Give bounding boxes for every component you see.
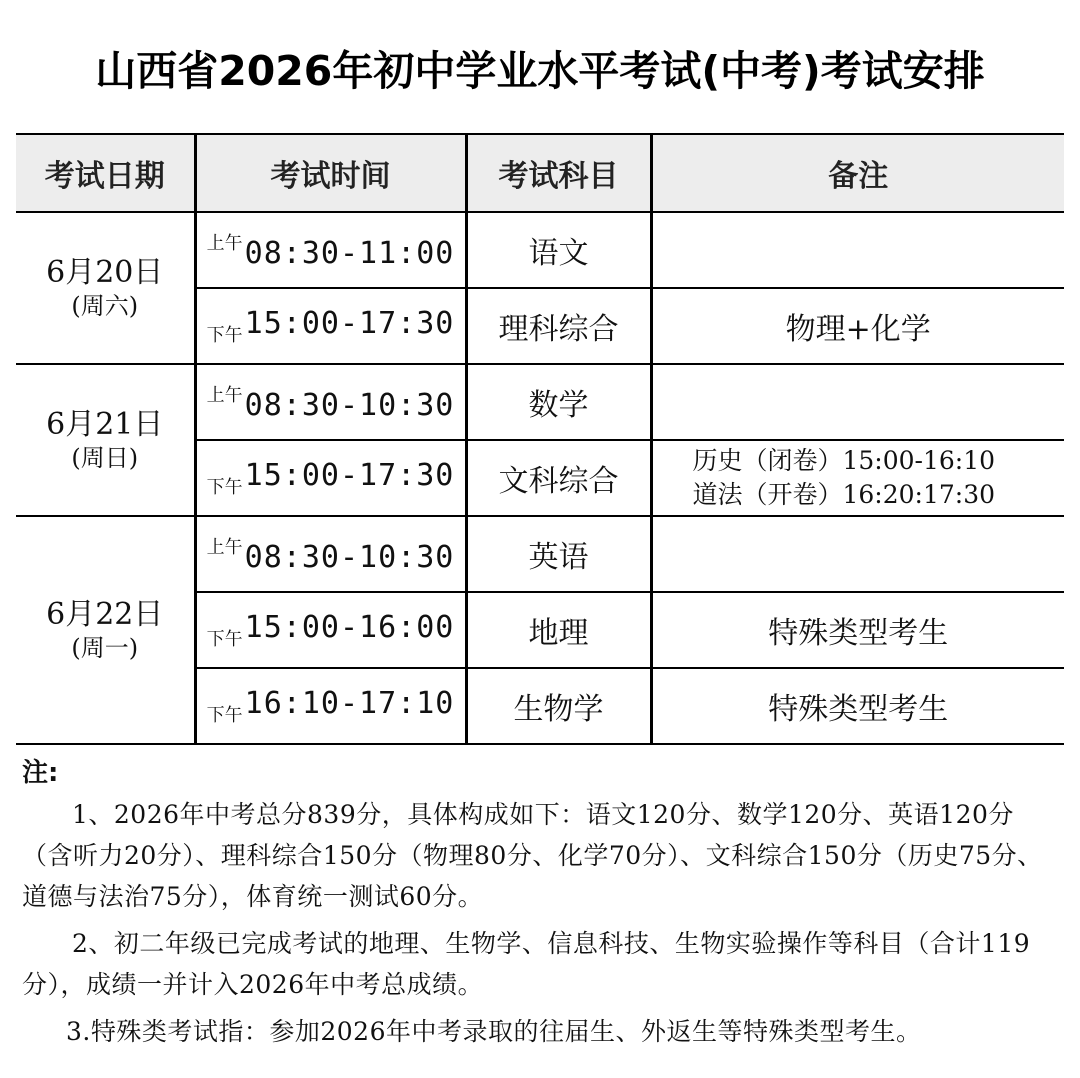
header-date: 考试日期: [16, 134, 195, 212]
notes-section: [22, 756, 1052, 1058]
time-range: 16:10-17:10: [244, 685, 455, 721]
subject-cell: 英语: [466, 516, 651, 592]
period-label: 下午: [206, 324, 243, 346]
time-range: 15:00-17:30: [244, 457, 455, 493]
date-cell: [16, 212, 195, 364]
period-label: 上午: [206, 385, 243, 406]
remark-line-civics: 道法（开卷）16:20:17:30: [692, 480, 996, 509]
period-label: 下午: [206, 476, 243, 498]
time-cell: [195, 440, 466, 516]
exam-date: 6月22日: [46, 597, 164, 632]
page-title: 山西省2026年初中学业水平考试(中考)考试安排: [95, 47, 985, 95]
time-range: 15:00-16:00: [244, 609, 455, 645]
period-label: 上午: [206, 537, 243, 558]
header-remark: 备注: [651, 134, 1064, 212]
time-cell: [195, 364, 466, 440]
table-row: [16, 364, 1064, 440]
remark-line-history: 历史（闭卷）15:00-16:10: [692, 446, 996, 475]
remark-cell: 物理+化学: [651, 288, 1064, 364]
remark-cell: [651, 364, 1064, 440]
note-item-3: 3.特殊类考试指：参加2026年中考录取的往届生、外返生等特殊类型考生。: [66, 1017, 922, 1046]
remark-cell: [651, 440, 1064, 516]
subject-cell: 理科综合: [466, 288, 651, 364]
time-range: 08:30-11:00: [244, 236, 455, 271]
time-range: 08:30-10:30: [244, 388, 455, 423]
period-label: 下午: [206, 704, 243, 726]
time-cell: [195, 592, 466, 668]
date-cell: [16, 364, 195, 516]
subject-cell: 文科综合: [466, 440, 651, 516]
exam-weekday: (周日): [71, 444, 139, 472]
table-row: [16, 212, 1064, 288]
remark-cell: 特殊类型考生: [651, 668, 1064, 744]
exam-date: 6月20日: [46, 255, 164, 290]
period-label: 下午: [206, 628, 243, 650]
note-item-1: 1、2026年中考总分839分，具体构成如下：语文120分、数学120分、英语120分（含听力20分）、理科综合150分（物理80分、化学70分）、文科综合150分（历史75分、道德与法治75分），体育统一测试60分。: [22, 800, 1043, 911]
time-cell: [195, 288, 466, 364]
notes-heading: 注:: [22, 758, 59, 788]
date-cell: [16, 516, 195, 744]
time-cell: [195, 516, 466, 592]
subject-cell: 生物学: [466, 668, 651, 744]
table-row: [16, 516, 1064, 592]
subject-cell: 数学: [466, 364, 651, 440]
table-header-row: [16, 134, 1064, 212]
remark-cell: [651, 212, 1064, 288]
exam-weekday: (周一): [71, 634, 139, 662]
time-cell: [195, 668, 466, 744]
remark-cell: 特殊类型考生: [651, 592, 1064, 668]
note-item-2: 2、初二年级已完成考试的地理、生物学、信息科技、生物实验操作等科目（合计119分），成绩一并计入2026年中考总成绩。: [22, 929, 1031, 999]
exam-schedule-table: [16, 133, 1064, 745]
header-subject: 考试科目: [466, 134, 651, 212]
remark-cell: [651, 516, 1064, 592]
time-range: 08:30-10:30: [244, 540, 455, 575]
time-range: 15:00-17:30: [244, 305, 455, 341]
subject-cell: 语文: [466, 212, 651, 288]
time-cell: [195, 212, 466, 288]
period-label: 上午: [206, 233, 243, 254]
header-time: 考试时间: [195, 134, 466, 212]
exam-date: 6月21日: [46, 407, 164, 442]
subject-cell: 地理: [466, 592, 651, 668]
exam-weekday: (周六): [71, 292, 139, 320]
